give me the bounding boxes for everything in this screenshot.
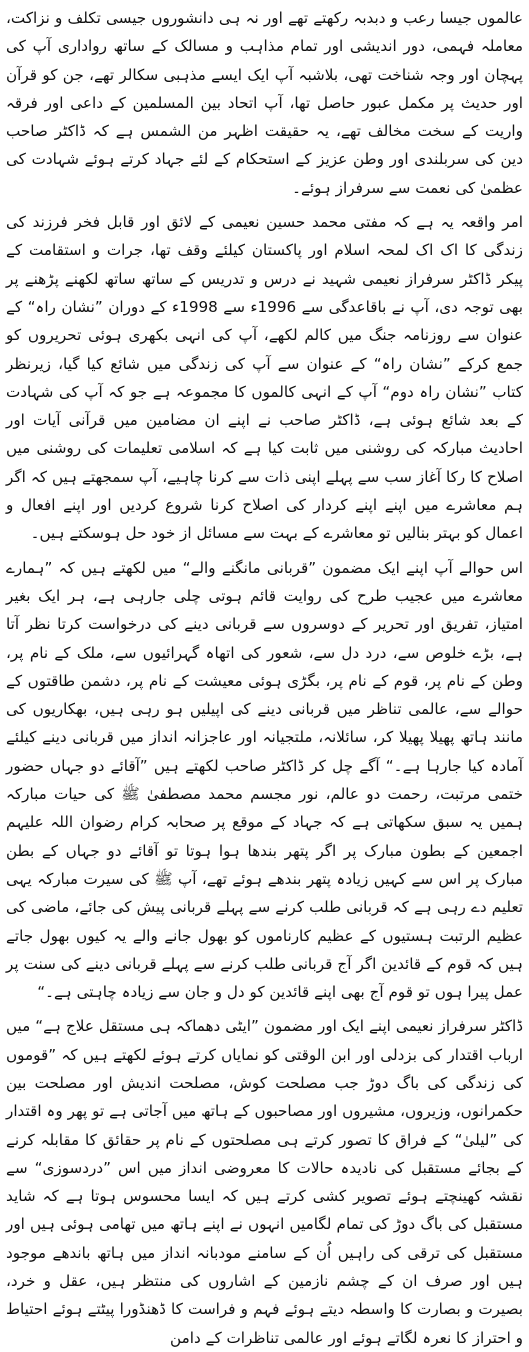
paragraph-3: اس حوالے آپ اپنے ایک مضمون ”قربانی مانگنے والے“ میں لکھتے ہیں کہ ”ہمارے معاشرے میں عجیب طرح کی روایت قائم ہوتی چلی جارہی ہے، ہر ایک بغیر امتیاز، تفریق اور تحریر کے دوسروں سے قربانی دینے کی درخواست کرتا نظر آتا ہے، بڑے خلوص سے، درد دل سے، شعور کی اتھاہ گہرائیوں سے، ملک کے نام پر، وطن کے نام پر، قوم کے نام پر، بگڑی ہوئی معیشت کے نام پر، دشمن طاقتوں کے حوالے سے، عالمی تناظر میں قربانی دینے کی اپیلیں ہو رہی ہیں، بھکاریوں کی مانند ہاتھ پھیلا پھیلا کر، سائلانہ، ملتجیانہ اور عاجزانہ انداز میں قربانی دینے کیلئے آمادہ کیا جارہا ہے۔“ آگے چل کر ڈاکٹر صاحب لکھتے ہیں ”آقائے دو جہاں حضور ختمی مرتبت، رحمت دو عالم، نور مجسم محمد مصطفیٰ ﷺ کی حیات مبارکہ ہمیں یہ سبق سکھاتی ہے کہ جہاد کے موقع پر صحابہ کرام رضوان اللہ علیہم اجمعین کے بطون مبارک پر اگر پتھر بندھا ہوا ہوتا تو آقائے دو جہاں کے بطن مبارک پر اس سے کہیں زیادہ پتھر بندھے ہوئے تھے، آپ ﷺ کی سیرت مبارکہ یہی تعلیم دے رہی ہے کہ قربانی طلب کرنے سے پہلے قربانی پیش کی جائے، ماضی کی عظیم الرتبت ہستیوں کے عظیم کارناموں کو بھول جانے والے یہ کیوں بھول جاتے ہیں کہ قوم کے قائدین اگر آج قربانی طلب کرنے سے پہلے قربانی دینے کی سنت پر عمل پیرا ہوں تو قوم آج بھی اپنے قائدین کو دل و جان سے زیادہ چاہتی ہے۔“ <box>6 558 523 1002</box>
paragraph-2: امر واقعہ یہ ہے کہ مفتی محمد حسین نعیمی کے لائق اور قابل فخر فرزند کی زندگی کا اک اک لمحہ اسلام اور پاکستان کیلئے وقف تھا، جرات و استقامت کے پیکر ڈاکٹر سرفراز نعیمی شہید نے درس و تدریس کے ساتھ ساتھ لکھنے پڑھنے پر بھی توجہ دی، آپ نے باقاعدگی سے 1996ء سے 1998ء کے دوران ”نشان راہ“ کے عنوان سے روزنامہ جنگ میں کالم لکھے، آپ کی انہی بکھری ہوئی تحریروں کو جمع کرکے ”نشان راہ“ کے عنوان سے آپ کی زندگی میں شائع کیا گیا، زیرنظر کتاب ”نشان راہ دوم“ آپ کے انہی کالموں کا مجموعہ ہے جو کہ آپ کی شہادت کے بعد شائع ہوئی ہے، ڈاکٹر صاحب نے اپنے ان مضامین میں قرآنی آیات اور احادیث مبارکہ کی روشنی میں ثابت کیا ہے کہ اسلامی تعلیمات کی روشنی میں اصلاح کا رکا آغاز سب سے پہلے اپنی ذات سے کرنا چاہیے، آپ سمجھتے ہیں کہ اگر ہم معاشرے میں اپنے اپنے کردار کی اصلاح کرنا شروع کردیں اور اپنے افعال و اعمال کو بہتر بنالیں تو معاشرے کے بہت سے مسائل از خود حل ہوسکتے ہیں۔ <box>6 213 524 543</box>
paragraph-4: ڈاکٹر سرفراز نعیمی اپنے ایک اور مضمون ”ایٹی دھماکہ ہی مستقل علاج ہے“ میں ارباب اقتدار کی بزدلی اور ابن الوقتی کو نمایاں کرتے ہوئے لکھتے ہیں کہ ”قوموں کی زندگی کی باگ دوڑ جب مصلحت کوش، مصلحت اندیش اور مصلحت بین حکمرانوں، وزیروں، مشیروں اور مصاحبوں کے ہاتھ میں آجاتی ہے تو پھر وہ اقتدار کی ”لیلیٰ“ کے فراق کا تصور کرتے ہی مصلحتوں کے نام پر حقائق کا مقابلہ کرنے کے بجائے مستقبل کی نادیدہ حالات کا معروضی انداز میں اس ”دردسوزی“ سے نقشہ کھینچتے ہوئے تصویر کشی کرتے ہیں کہ ایسا محسوس ہوتا ہے کہ شاید مستقبل کی باگ دوڑ کی تمام لگامیں انہوں نے اپنے ہاتھ میں تھامی ہوئی ہیں اور مستقبل کی ترقی کی راہیں اُن کے سامنے مودبانہ انداز میں ہاتھ باندھے موجود ہیں اور صرف ان کے چشم نازمین کے اشاروں کی منتظر ہیں، عقل و خرد، بصیرت و بصارت کا واسطہ دیتے ہوئے فہم و فراست کا ڈھنڈورا پیٹتے ہوئے احتیاط و احتراز کا نعرہ لگاتے ہوئے اور عالمی تناظرات کے دامن <box>6 1017 523 1347</box>
paragraph-1: عالموں جیسا رعب و دبدبہ رکھتے تھے اور نہ ہی دانشوروں جیسی تکلف و نزاکت، معاملہ فہمی، دور اندیشی اور تمام مذاہب و مسالک کے ساتھ رواداری آپ کی پہچان اور وجہ شناخت تھی، بلاشبہ آپ ایک ایسے مذہبی سکالر تھے، جن کو قرآن اور حدیث پر مکمل عبور حاصل تھا، آپ اتحاد بین المسلمین کے داعی اور فرقہ واریت کے سخت مخالف تھے، یہ حقیقت اظہر من الشمس ہے کہ ڈاکٹر صاحب دین کی سربلندی اور وطن عزیز کے استحکام کے لئے جہاد کرتے ہوئے شہادت کی عظمیٰ کی نعمت سے سرفراز ہوئے۔ <box>6 9 523 197</box>
article-body <box>6 4 523 1352</box>
